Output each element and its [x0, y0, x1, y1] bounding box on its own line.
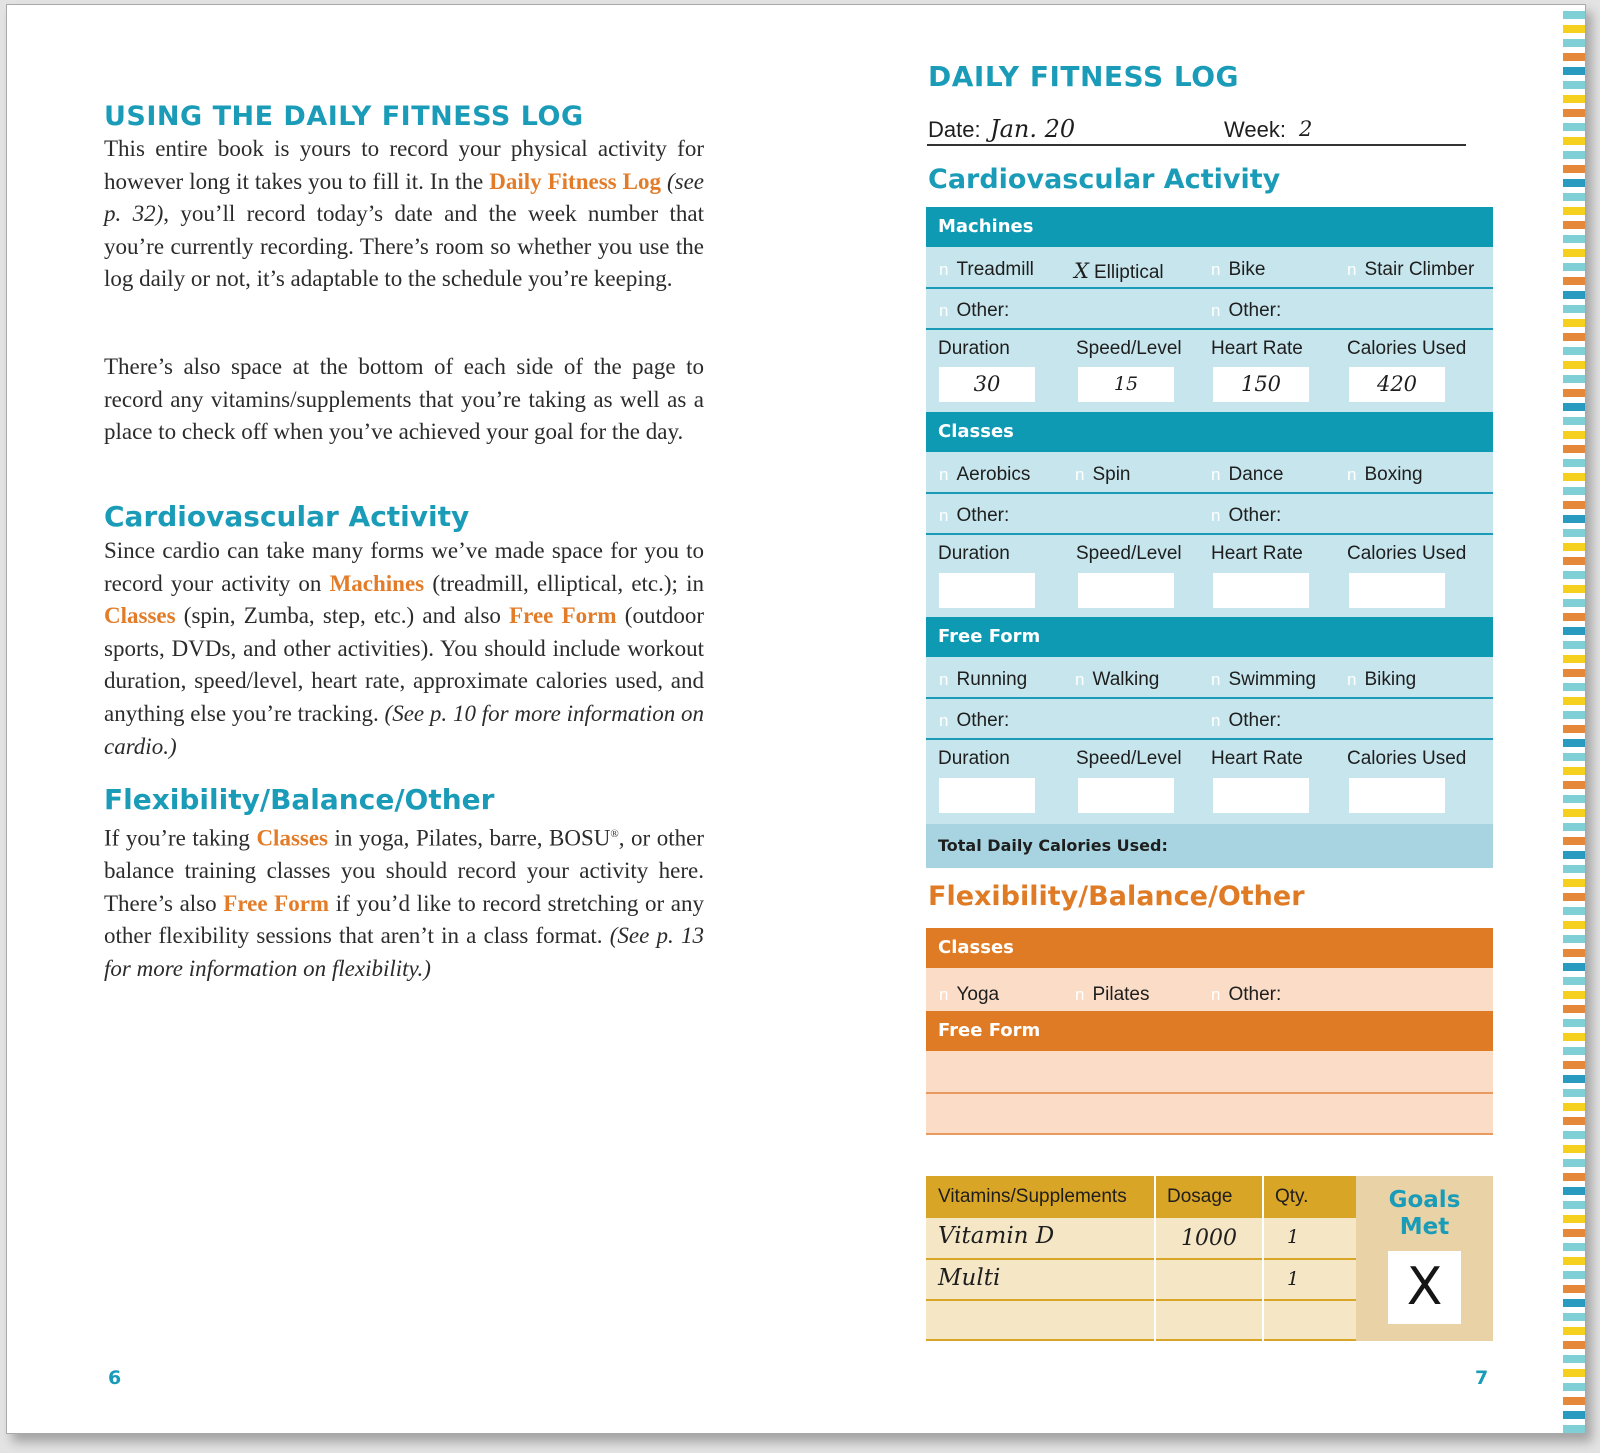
stripe: [1563, 1075, 1586, 1083]
stripe: [1563, 501, 1586, 509]
speed-level-field[interactable]: [1078, 573, 1174, 608]
option-other-2[interactable]: [1211, 710, 1281, 732]
stripe: [1563, 39, 1586, 47]
stripe: [1563, 1383, 1586, 1391]
option-elliptical[interactable]: [1074, 259, 1164, 284]
heart-rate-field[interactable]: 150: [1213, 367, 1309, 402]
row-divider: [926, 1258, 1356, 1260]
stripe: [1563, 1061, 1586, 1069]
option-other-2[interactable]: [1211, 505, 1281, 527]
option-label: Biking: [1364, 669, 1417, 690]
stripe: [1563, 1271, 1586, 1279]
heart-rate-label: Heart Rate: [1211, 543, 1303, 564]
stripe: [1563, 1257, 1586, 1265]
stripe: [1563, 725, 1586, 733]
stripe: [1563, 81, 1586, 89]
stripe: [1563, 641, 1586, 649]
option-swimming[interactable]: [1211, 669, 1316, 691]
stripe: [1563, 711, 1586, 719]
stripe: [1563, 1159, 1586, 1167]
supplement-name[interactable]: Vitamin D: [938, 1223, 1055, 1249]
flex-text-2: in yoga, Pilates, barre, BOSU: [328, 825, 611, 851]
heart-rate-field[interactable]: [1213, 573, 1309, 608]
cardio-text-1: Since cardio can take many forms we’ve made space for you to record your activity on: [104, 538, 704, 596]
duration-field[interactable]: [939, 778, 1035, 813]
week-label: Week:: [1224, 117, 1286, 142]
option-label: Pilates: [1092, 984, 1150, 1005]
supplement-qty[interactable]: 1: [1286, 1268, 1300, 1290]
goals-label-line1: Goals: [1388, 1187, 1461, 1213]
stripe: [1563, 935, 1586, 943]
stripe: [1563, 347, 1586, 355]
stripe: [1563, 837, 1586, 845]
stripe: [1563, 1285, 1586, 1293]
row-divider: [926, 697, 1493, 699]
checkbox-glyph: n: [1075, 465, 1085, 484]
stripe: [1563, 1145, 1586, 1153]
row-divider: [926, 1092, 1493, 1094]
stripe: [1563, 893, 1586, 901]
flex-paragraph: [104, 818, 704, 986]
stripe: [1563, 627, 1586, 635]
stripe: [1563, 879, 1586, 887]
checkbox-glyph: n: [1211, 506, 1221, 525]
flex-free-form-highlight: Free Form: [223, 890, 330, 916]
option-other-1[interactable]: [939, 300, 1009, 322]
option-label: Walking: [1092, 669, 1160, 690]
machines-highlight: Machines: [329, 570, 425, 596]
log-title: DAILY FITNESS LOG: [928, 60, 1239, 93]
stripe: [1563, 11, 1586, 19]
stripe: [1563, 1341, 1586, 1349]
row-divider: [926, 492, 1493, 494]
date-underline: [927, 144, 1466, 146]
stripe: [1563, 431, 1586, 439]
flex-classes-band: [926, 968, 1493, 1011]
stripe: [1563, 1243, 1586, 1251]
stripe: [1563, 767, 1586, 775]
speed-level-field[interactable]: 15: [1078, 367, 1174, 402]
stripe: [1563, 1369, 1586, 1377]
option-label: Running: [956, 669, 1028, 690]
option-label: Other:: [956, 505, 1010, 526]
stripe: [1563, 1411, 1586, 1419]
stripe: [1563, 473, 1586, 481]
stripe: [1563, 291, 1586, 299]
option-label: Other:: [956, 710, 1010, 731]
stripe: [1563, 1397, 1586, 1405]
stripe: [1563, 403, 1586, 411]
option-label: Other:: [1228, 505, 1282, 526]
option-other-1[interactable]: [939, 505, 1009, 527]
stripe: [1563, 1299, 1586, 1307]
row-divider: [926, 287, 1493, 289]
duration-field[interactable]: [939, 573, 1035, 608]
hand-check-mark: X: [1074, 259, 1089, 283]
stripe: [1563, 557, 1586, 565]
stripe: [1563, 613, 1586, 621]
free-form-highlight: Free Form: [509, 603, 617, 629]
checkbox-glyph: n: [939, 506, 949, 525]
flex-classes-highlight: Classes: [256, 825, 328, 851]
option-label: Other:: [1228, 984, 1282, 1005]
stripe: [1563, 1033, 1586, 1041]
free-form-header: Free Form: [926, 617, 1493, 657]
speed-level-label: Speed/Level: [1076, 543, 1182, 564]
intro-text-2: , you’ll record today’s date and the week number that you’re currently recording. There’s room so whether you use the log daily or not, it’s adaptable to the schedule you’re keeping.: [104, 201, 704, 292]
option-label: Other:: [956, 300, 1010, 321]
calories-used-field[interactable]: [1349, 573, 1445, 608]
option-label: Aerobics: [956, 464, 1031, 485]
supplement-qty[interactable]: 1: [1286, 1226, 1300, 1248]
stripe: [1563, 977, 1586, 985]
flex-free-form-header: Free Form: [926, 1011, 1493, 1051]
stripe: [1563, 1425, 1586, 1433]
stripe: [1563, 1327, 1586, 1335]
duration-field[interactable]: 30: [939, 367, 1035, 402]
option-label: Spin: [1092, 464, 1131, 485]
option-yoga[interactable]: [939, 984, 999, 1006]
stripe: [1563, 907, 1586, 915]
stripe: [1563, 109, 1586, 117]
option-other[interactable]: [1211, 984, 1281, 1006]
book-spread: [6, 4, 1586, 1434]
calories-used-label: Calories Used: [1347, 543, 1467, 564]
daily-fitness-log-highlight: Daily Fitness Log: [489, 168, 661, 194]
vitamins-header: Vitamins/Supplements: [926, 1176, 1155, 1218]
classes-header: Classes: [926, 412, 1493, 452]
option-label: Treadmill: [956, 259, 1034, 280]
stripe: [1563, 1355, 1586, 1363]
checkbox-glyph: n: [1347, 260, 1357, 279]
stripe: [1563, 375, 1586, 383]
checkbox-glyph: n: [1211, 670, 1221, 689]
calories-used-label: Calories Used: [1347, 338, 1467, 359]
stripe: [1563, 823, 1586, 831]
duration-label: Duration: [938, 543, 1010, 564]
cardio-section-title: Cardiovascular Activity: [928, 164, 1281, 195]
goals-met-mark: X: [1406, 1257, 1443, 1317]
stripe: [1563, 599, 1586, 607]
option-aerobics[interactable]: [939, 464, 1030, 486]
stripe: [1563, 991, 1586, 999]
stripe: [1563, 697, 1586, 705]
cardio-page-ref: (See p. 10 for more information on cardio.): [104, 700, 704, 759]
stripe: [1563, 305, 1586, 313]
stripe: [1563, 1313, 1586, 1321]
option-label: Bike: [1228, 259, 1266, 280]
option-boxing[interactable]: [1347, 464, 1423, 486]
option-treadmill[interactable]: [939, 259, 1034, 281]
stripe: [1563, 1117, 1586, 1125]
stripe: [1563, 669, 1586, 677]
stripe: [1563, 753, 1586, 761]
row-divider: [926, 1299, 1356, 1301]
stripe: [1563, 445, 1586, 453]
stripe: [1563, 851, 1586, 859]
intro-page-ref: (see p. 32): [104, 168, 705, 227]
option-stair-climber[interactable]: [1347, 259, 1474, 281]
stripe: [1563, 487, 1586, 495]
stripe: [1563, 529, 1586, 537]
option-dance[interactable]: [1211, 464, 1283, 486]
checkbox-glyph: n: [1347, 670, 1357, 689]
registered-mark: ®: [610, 828, 619, 840]
heart-rate-label: Heart Rate: [1211, 338, 1303, 359]
stripe: [1563, 781, 1586, 789]
column-divider: [1154, 1176, 1156, 1341]
stripe: [1563, 949, 1586, 957]
stripe: [1563, 249, 1586, 257]
stripe: [1563, 921, 1586, 929]
calories-used-label: Calories Used: [1347, 748, 1467, 769]
row-divider: [926, 328, 1493, 330]
stripe: [1563, 165, 1586, 173]
stripe: [1563, 25, 1586, 33]
stripe: [1563, 193, 1586, 201]
goals-label-line2: Met: [1399, 1214, 1450, 1240]
duration-label: Duration: [938, 748, 1010, 769]
heart-rate-field[interactable]: [1213, 778, 1309, 813]
checkbox-glyph: n: [939, 260, 949, 279]
stripe: [1563, 207, 1586, 215]
stripe: [1563, 963, 1586, 971]
stripe: [1563, 459, 1586, 467]
stripe: [1563, 655, 1586, 663]
speed-level-label: Speed/Level: [1076, 748, 1182, 769]
stripe: [1563, 151, 1586, 159]
checkbox-glyph: n: [939, 711, 949, 730]
left-page-number: 6: [108, 1367, 122, 1389]
cardio-text-4: (outdoor sports, DVDs, and other activities). You should include workout duration, speed/level, heart rate, approximate calories used, and anything else you’re tracking.: [104, 603, 704, 726]
machines-header: Machines: [926, 207, 1493, 247]
date-label: Date:: [928, 117, 981, 142]
stripe: [1563, 137, 1586, 145]
decorative-stripe-border: [1563, 5, 1586, 1434]
stripe: [1563, 1215, 1586, 1223]
stripe: [1563, 333, 1586, 341]
stripe: [1563, 221, 1586, 229]
stripe: [1563, 235, 1586, 243]
stripe: [1563, 319, 1586, 327]
flex-section-title: Flexibility/Balance/Other: [928, 881, 1305, 912]
stripe: [1563, 571, 1586, 579]
checkbox-glyph: n: [939, 301, 949, 320]
dosage-header: Dosage: [1155, 1176, 1263, 1218]
goals-met-label: [1356, 1187, 1493, 1241]
option-bike[interactable]: [1211, 259, 1265, 281]
stripe: [1563, 361, 1586, 369]
flex-classes-header: Classes: [926, 928, 1493, 968]
option-label: Yoga: [956, 984, 1000, 1005]
stripe: [1563, 1047, 1586, 1055]
option-label: Boxing: [1364, 464, 1423, 485]
option-pilates[interactable]: [1075, 984, 1150, 1006]
checkbox-glyph: n: [1211, 465, 1221, 484]
cardio-paragraph: [104, 535, 704, 763]
stripe: [1563, 1131, 1586, 1139]
stripe: [1563, 795, 1586, 803]
option-walking[interactable]: [1075, 669, 1159, 691]
checkbox-glyph: n: [1211, 711, 1221, 730]
stripe: [1563, 1103, 1586, 1111]
flex-page-ref: (See p. 13 for more information on flexibility.): [104, 923, 704, 982]
qty-header: Qty.: [1263, 1176, 1356, 1218]
row-divider: [926, 738, 1493, 740]
classes-highlight: Classes: [104, 603, 176, 629]
left-page-heading: USING THE DAILY FITNESS LOG: [104, 101, 584, 132]
column-divider: [1262, 1176, 1264, 1341]
checkbox-glyph: n: [1211, 301, 1221, 320]
flex-text-1: If you’re taking: [104, 825, 257, 851]
stripe: [1563, 543, 1586, 551]
goals-met-checkbox[interactable]: [1388, 1251, 1461, 1324]
row-divider: [926, 533, 1493, 535]
calories-used-field[interactable]: [1349, 778, 1445, 813]
option-label: Stair Climber: [1364, 259, 1475, 280]
stripe: [1563, 865, 1586, 873]
stripe: [1563, 1201, 1586, 1209]
stripe: [1563, 53, 1586, 61]
stripe: [1563, 1019, 1586, 1027]
intro-paragraph: [104, 133, 704, 296]
option-label: Other:: [1228, 710, 1282, 731]
duration-label: Duration: [938, 338, 1010, 359]
right-page-number: 7: [1475, 1367, 1489, 1389]
supplement-dosage[interactable]: 1000: [1181, 1226, 1237, 1251]
date-value[interactable]: Jan. 20: [990, 115, 1076, 143]
checkbox-glyph: n: [1211, 985, 1221, 1004]
option-label: Other:: [1228, 300, 1282, 321]
stripe: [1563, 585, 1586, 593]
stripe: [1563, 1173, 1586, 1181]
checkbox-glyph: n: [1075, 985, 1085, 1004]
flex-text-4: if you’d like to record stretching or any other flexibility sessions that aren’t in a class format.: [104, 890, 705, 949]
stripe: [1563, 1187, 1586, 1195]
speed-level-field[interactable]: [1078, 778, 1174, 813]
stripe: [1563, 739, 1586, 747]
option-biking[interactable]: [1347, 669, 1416, 691]
stripe: [1563, 123, 1586, 131]
stripe: [1563, 683, 1586, 691]
cardio-text-3: (spin, Zumba, step, etc.) and also: [175, 603, 510, 629]
stripe: [1563, 1005, 1586, 1013]
stripe: [1563, 515, 1586, 523]
flex-text-3: , or other balance training classes you should record your activity here. There’s also: [104, 825, 705, 916]
option-label: Elliptical: [1093, 262, 1164, 283]
heart-rate-label: Heart Rate: [1211, 748, 1303, 769]
intro-text-1: This entire book is yours to record your physical activity for however long it takes you to fill it. In the: [104, 136, 704, 194]
flex-heading: Flexibility/Balance/Other: [104, 783, 495, 816]
week-value[interactable]: 2: [1299, 117, 1313, 141]
option-other-2[interactable]: [1211, 300, 1281, 322]
option-label: Dance: [1228, 464, 1284, 485]
stripe: [1563, 67, 1586, 75]
checkbox-glyph: n: [939, 985, 949, 1004]
stripe: [1563, 179, 1586, 187]
stripe: [1563, 389, 1586, 397]
checkbox-glyph: n: [939, 465, 949, 484]
option-spin[interactable]: [1075, 464, 1131, 486]
supplement-name[interactable]: Multi: [938, 1265, 1001, 1291]
stripe: [1563, 277, 1586, 285]
row-divider: [926, 1133, 1493, 1135]
checkbox-glyph: n: [1211, 260, 1221, 279]
option-other-1[interactable]: [939, 710, 1009, 732]
calories-used-field[interactable]: 420: [1349, 367, 1445, 402]
stripe: [1563, 1089, 1586, 1097]
stripe: [1563, 263, 1586, 271]
cardio-heading: Cardiovascular Activity: [104, 500, 470, 533]
checkbox-glyph: n: [939, 670, 949, 689]
speed-level-label: Speed/Level: [1076, 338, 1182, 359]
checkbox-glyph: n: [1347, 465, 1357, 484]
stripe: [1563, 95, 1586, 103]
supplements-paragraph: There’s also space at the bottom of each side of the page to record any vitamins/supplements that you’re taking as well as a place to check off when you’ve achieved your goal for the day.: [104, 354, 704, 445]
option-label: Swimming: [1228, 669, 1317, 690]
cardio-text-2: (treadmill, elliptical, etc.); in: [424, 570, 704, 596]
option-running[interactable]: [939, 669, 1027, 691]
stripe: [1563, 1229, 1586, 1237]
total-calories-row[interactable]: Total Daily Calories Used:: [926, 824, 1493, 868]
checkbox-glyph: n: [1075, 670, 1085, 689]
row-divider: [926, 1339, 1356, 1341]
stripe: [1563, 809, 1586, 817]
stripe: [1563, 417, 1586, 425]
